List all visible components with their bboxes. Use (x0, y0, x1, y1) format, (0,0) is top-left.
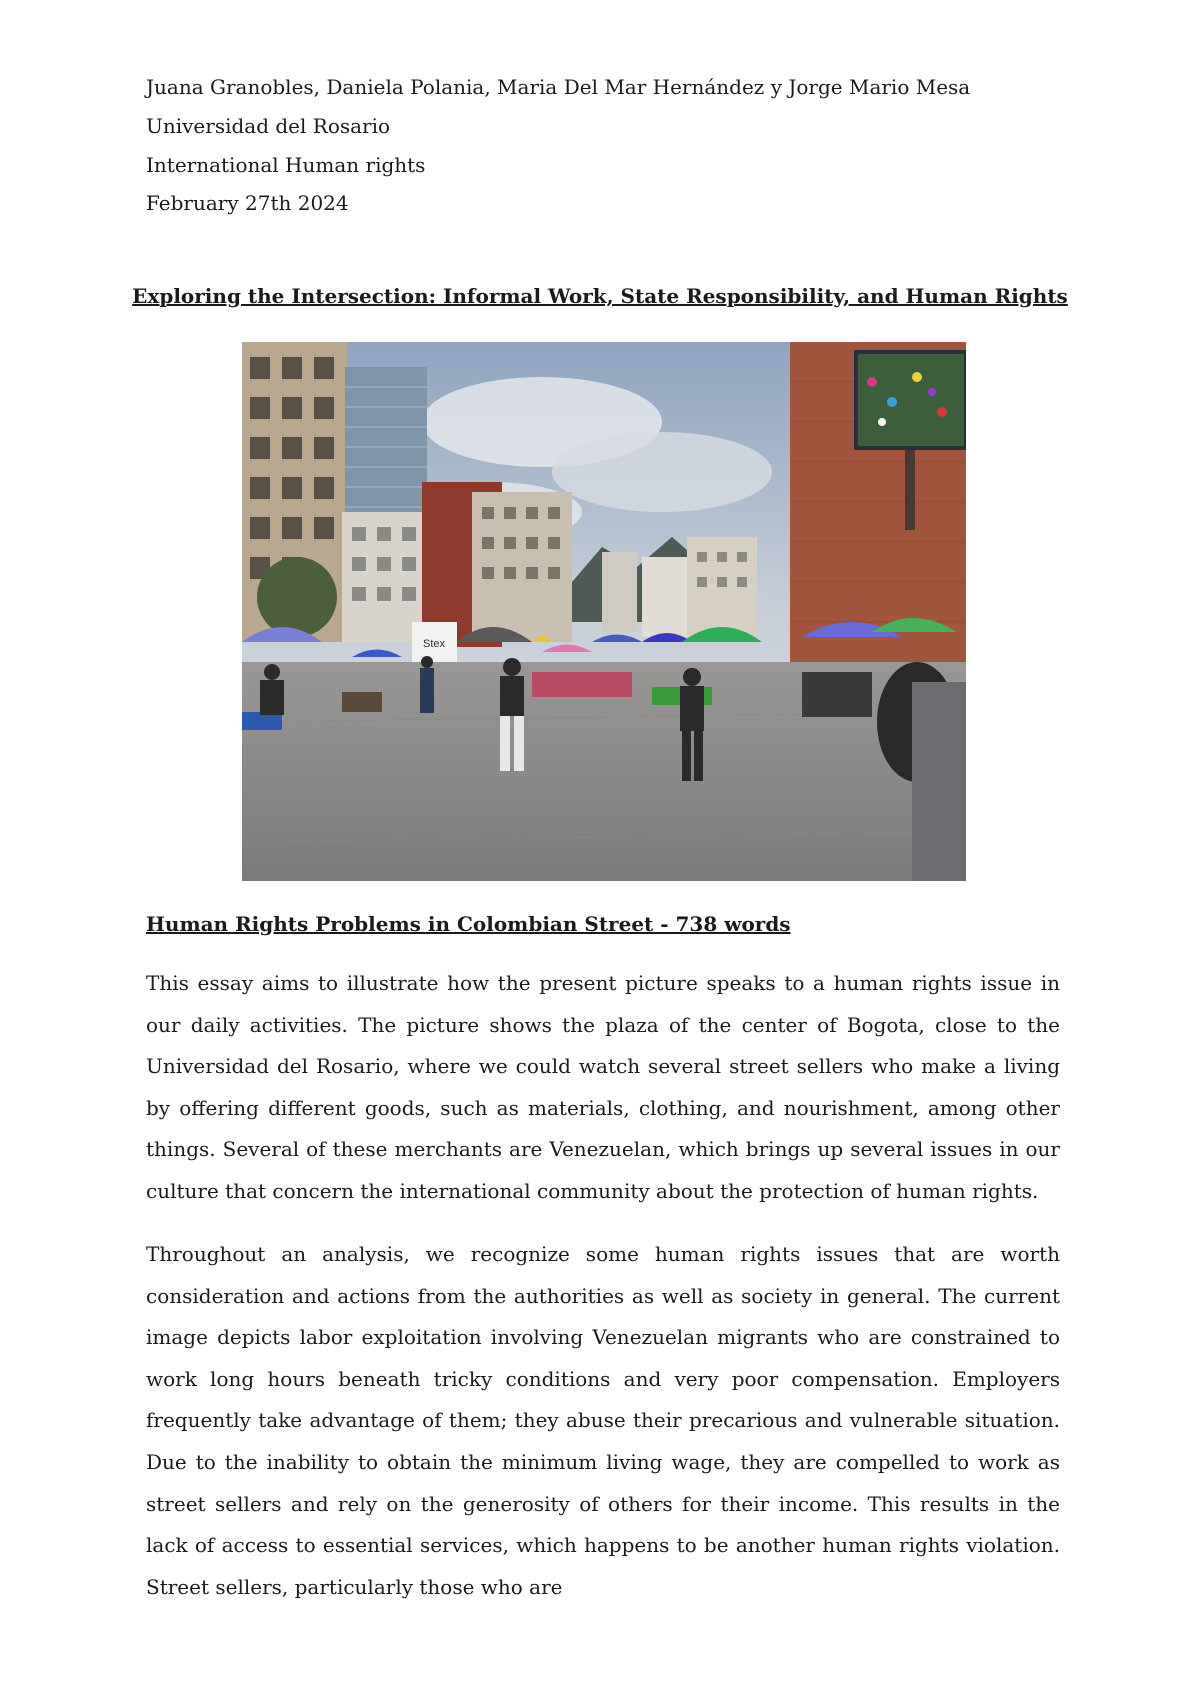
street-plaza-photo (242, 342, 966, 881)
essay-title: Exploring the Intersection: Informal Work, State Responsibility, and Human Rights (132, 284, 1068, 308)
authors-line: Juana Granobles, Daniela Polania, Maria Del Mar Hernández y Jorge Mario Mesa (146, 75, 971, 99)
section-heading: Human Rights Problems in Colombian Street - 738 words (146, 912, 791, 936)
paragraph-intro: This essay aims to illustrate how the present picture speaks to a human rights issue in our daily activities. The picture shows the plaza of the center of Bogota, close to the Universidad del Rosario, where we could watch several street sellers who make a living by offering different goods, such as materials, clothing, and nourishment, among other things. Several of these merchants are Venezuelan, which brings up several issues in our culture that concern the international community about the protection of human rights. (146, 971, 1060, 1203)
storefront-sign-text: Stex (422, 638, 446, 650)
paragraph-analysis: Throughout an analysis, we recognize some human rights issues that are worth consideration and actions from the authorities as well as society in general. The current image depicts labor exploitation involving Venezuelan migrants who are constrained to work long hours beneath tricky conditions and very poor compensation. Employers frequently take advantage of them; they abuse their precarious and vulnerable situation. Due to the inability to obtain the minimum living wage, they are compelled to work as street sellers and rely on the generosity of others for their income. This results in the lack of access to essential services, which happens to be another human rights violation. Street sellers, particularly those who are (146, 1242, 1060, 1599)
course-line: International Human rights (146, 153, 426, 177)
university-line: Universidad del Rosario (146, 114, 391, 138)
date-line: February 27th 2024 (146, 191, 349, 215)
